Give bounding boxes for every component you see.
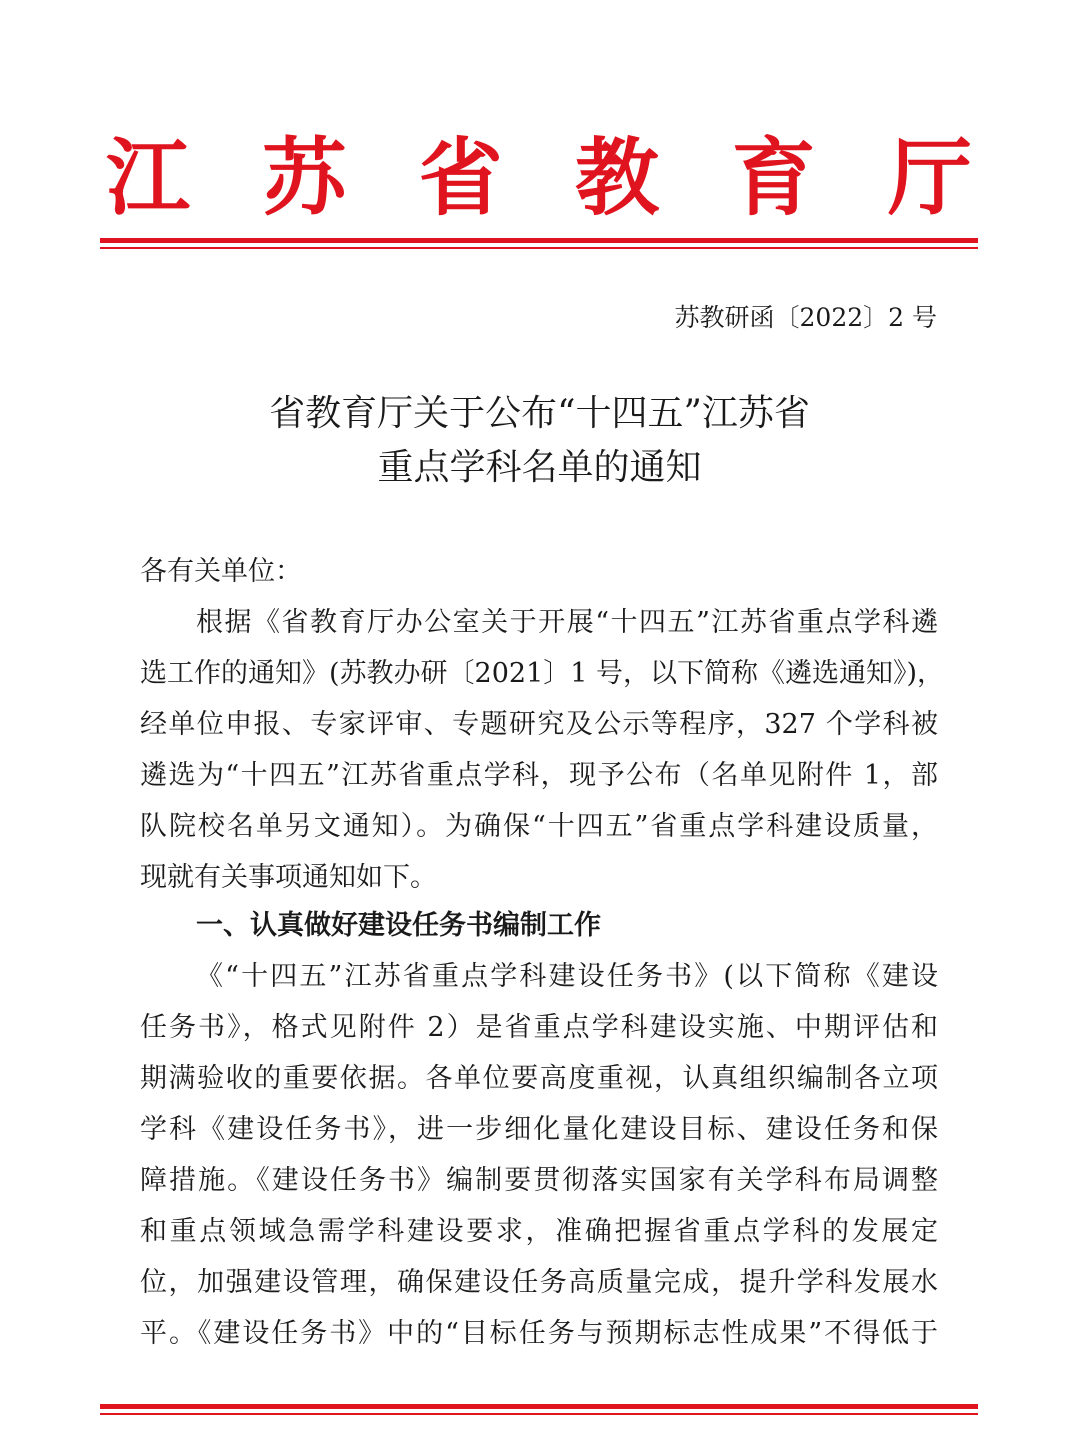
document-number: 苏教研函〔2022〕2 号: [674, 303, 937, 332]
document-title-line-1: 省教育厅关于公布“十四五”江苏省: [269, 393, 810, 434]
section-1-line: 平。《建设任务书》中的“目标任务与预期标志性成果”不得低于: [140, 1318, 938, 1349]
paragraph-1-line: 根据《省教育厅办公室关于开展“十四五”江苏省重点学科遴: [196, 607, 938, 638]
section-1-line: 《“十四五”江苏省重点学科建设任务书》(以下简称《建设: [196, 961, 938, 992]
section-1-line: 和重点领域急需学科建设要求，准确把握省重点学科的发展定: [140, 1216, 938, 1247]
paragraph-1-line: 队院校名单另文通知）。为确保“十四五”省重点学科建设质量，: [140, 811, 938, 842]
section-1-heading: 一、认真做好建设任务书编制工作: [196, 910, 601, 941]
masthead-char: 育: [731, 129, 816, 227]
footer-rule-thin: [100, 1413, 978, 1415]
document-title-line-2: 重点学科名单的通知: [377, 447, 702, 488]
section-1-line: 障措施。《建设任务书》编制要贯彻落实国家有关学科布局调整: [140, 1165, 938, 1196]
masthead-char: 省: [418, 129, 503, 227]
section-1-line: 学科《建设任务书》，进一步细化量化建设目标、建设任务和保: [140, 1114, 938, 1145]
masthead-char: 厅: [887, 129, 972, 227]
paragraph-1-line: 选工作的通知》(苏教办研〔2021〕1 号，以下简称《遴选通知》)，: [140, 658, 945, 689]
section-1-line: 位，加强建设管理，确保建设任务高质量完成，提升学科发展水: [140, 1267, 938, 1298]
masthead-char: 江: [106, 129, 191, 227]
header-rule-thin: [100, 247, 978, 249]
header-rule-thick: [100, 238, 978, 243]
masthead-char: 教: [575, 129, 660, 227]
paragraph-1-line: 经单位申报、专家评审、专题研究及公示等程序，327 个学科被: [140, 709, 938, 740]
paragraph-1-line: 现就有关事项通知如下。: [140, 862, 437, 893]
masthead-char: 苏: [262, 129, 347, 227]
issuer-masthead: [100, 128, 978, 228]
paragraph-1-line: 遴选为“十四五”江苏省重点学科，现予公布（名单见附件 1，部: [140, 760, 938, 791]
salutation: 各有关单位：: [140, 556, 302, 587]
section-1-line: 任务书》，格式见附件 2）是省重点学科建设实施、中期评估和: [140, 1012, 938, 1043]
footer-rule-thick: [100, 1404, 978, 1409]
section-1-line: 期满验收的重要依据。各单位要高度重视，认真组织编制各立项: [140, 1063, 938, 1094]
